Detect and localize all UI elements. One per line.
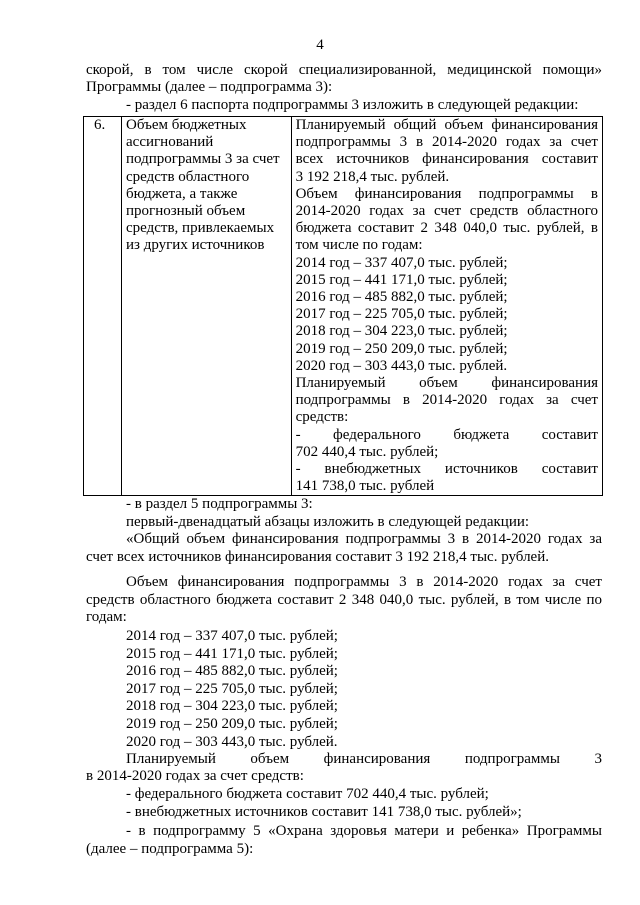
subprogram5-line-1: - в подпрограмму 5 «Охрана здоровья матери и ребенка» Программы [126, 823, 602, 839]
total-line: 3 192 218,4 тыс. рублей. [295, 168, 450, 185]
year-item: 2014 год – 337 407,0 тыс. рублей; [126, 628, 338, 644]
planned-line: Планируемый объем финансирования [295, 375, 598, 392]
heading-line: из других источников [126, 237, 265, 254]
total-line: подпрограммы 3 в 2014-2020 годах за счет [295, 134, 598, 151]
passport-table [83, 116, 603, 496]
total-line: всех источников финансирования составит [295, 151, 598, 168]
row-heading [122, 117, 292, 496]
offbudget-line: 141 738,0 тыс. рублей [295, 478, 435, 495]
year-item: 2016 год – 485 882,0 тыс. рублей; [126, 663, 338, 680]
planned-paragraph-line-1: Планируемый объем финансирования подпрограммы 3 [126, 751, 602, 767]
regional-paragraph-line-2: средств областного бюджета составит 2 348 040,0 тыс. рублей, в том числе по [86, 592, 602, 608]
year-line: 2018 год – 304 223,0 тыс. рублей; [295, 323, 508, 340]
heading-line: подпрограммы 3 за счет [126, 151, 280, 168]
intro-line-3: - раздел 6 паспорта подпрограммы 3 изложить в следующей редакции: [126, 97, 579, 113]
heading-line: бюджета, а также [126, 185, 238, 202]
regional-paragraph-line-1: Объем финансирования подпрограммы 3 в 2014-2020 годах за счет [126, 574, 602, 590]
offbudget-paragraph: - внебюджетных источников составит 141 738,0 тыс. рублей»; [126, 804, 522, 820]
planned-paragraph-line-2: в 2014-2020 годах за счет средств: [86, 768, 304, 784]
heading-line: ассигнований [126, 134, 214, 151]
intro-line-2: Программы (далее – подпрограмма 3): [86, 79, 333, 95]
year-line: 2015 год – 441 171,0 тыс. рублей; [295, 271, 508, 288]
row-number: 6. [84, 117, 122, 496]
subprogram5-line-2: (далее – подпрограмма 5): [86, 841, 254, 857]
federal-line: - федерального бюджета составит [295, 426, 598, 443]
table-row [84, 117, 603, 496]
heading-line: средств областного [126, 168, 250, 185]
planned-line: средств: [295, 409, 349, 426]
heading-line: прогнозный объем [126, 203, 246, 220]
page-number: 4 [316, 37, 324, 53]
year-line: 2020 год – 303 443,0 тыс. рублей. [295, 357, 508, 374]
regional-line: Объем финансирования подпрограммы в [295, 185, 598, 202]
year-item: 2018 год – 304 223,0 тыс. рублей; [126, 698, 338, 715]
regional-line: бюджета составит 2 348 040,0 тыс. рублей, в [295, 220, 598, 237]
federal-paragraph: - федерального бюджета составит 702 440,4 тыс. рублей; [126, 786, 489, 802]
total-paragraph-line-1: «Общий объем финансирования подпрограммы 3 в 2014-2020 годах за [126, 531, 602, 547]
federal-line: 702 440,4 тыс. рублей; [295, 443, 439, 460]
total-line: Планируемый общий объем финансирования [295, 117, 598, 133]
year-line: 2016 год – 485 882,0 тыс. рублей; [295, 289, 508, 306]
regional-paragraph-line-3: годам: [86, 609, 127, 625]
heading-line: средств, привлекаемых [126, 220, 275, 237]
heading-line: Объем бюджетных [126, 117, 247, 133]
total-paragraph-line-2: счет всех источников финансирования составит 3 192 218,4 тыс. рублей. [86, 549, 549, 565]
year-line: 2017 год – 225 705,0 тыс. рублей; [295, 306, 508, 323]
year-item: 2017 год – 225 705,0 тыс. рублей; [126, 680, 338, 697]
regional-line: том числе по годам: [295, 237, 423, 254]
offbudget-line: - внебюджетных источников составит [295, 461, 598, 478]
regional-line: 2014-2020 годах за счет средств областного [295, 203, 598, 220]
year-item: 2015 год – 441 171,0 тыс. рублей; [126, 645, 338, 662]
section5-heading: - в раздел 5 подпрограммы 3: [126, 496, 313, 512]
year-item: 2020 год – 303 443,0 тыс. рублей. [126, 733, 338, 750]
year-item: 2019 год – 250 209,0 тыс. рублей; [126, 715, 338, 732]
paragraphs-note: первый-двенадцатый абзацы изложить в следующей редакции: [126, 514, 530, 530]
years-list [86, 628, 602, 751]
row-content [291, 117, 602, 496]
intro-line-1: скорой, в том числе скорой специализированной, медицинской помощи» [86, 62, 602, 78]
planned-line: подпрограммы в 2014-2020 годах за счет [295, 392, 598, 409]
year-line: 2014 год – 337 407,0 тыс. рублей; [295, 254, 508, 271]
year-line: 2019 год – 250 209,0 тыс. рублей; [295, 340, 508, 357]
